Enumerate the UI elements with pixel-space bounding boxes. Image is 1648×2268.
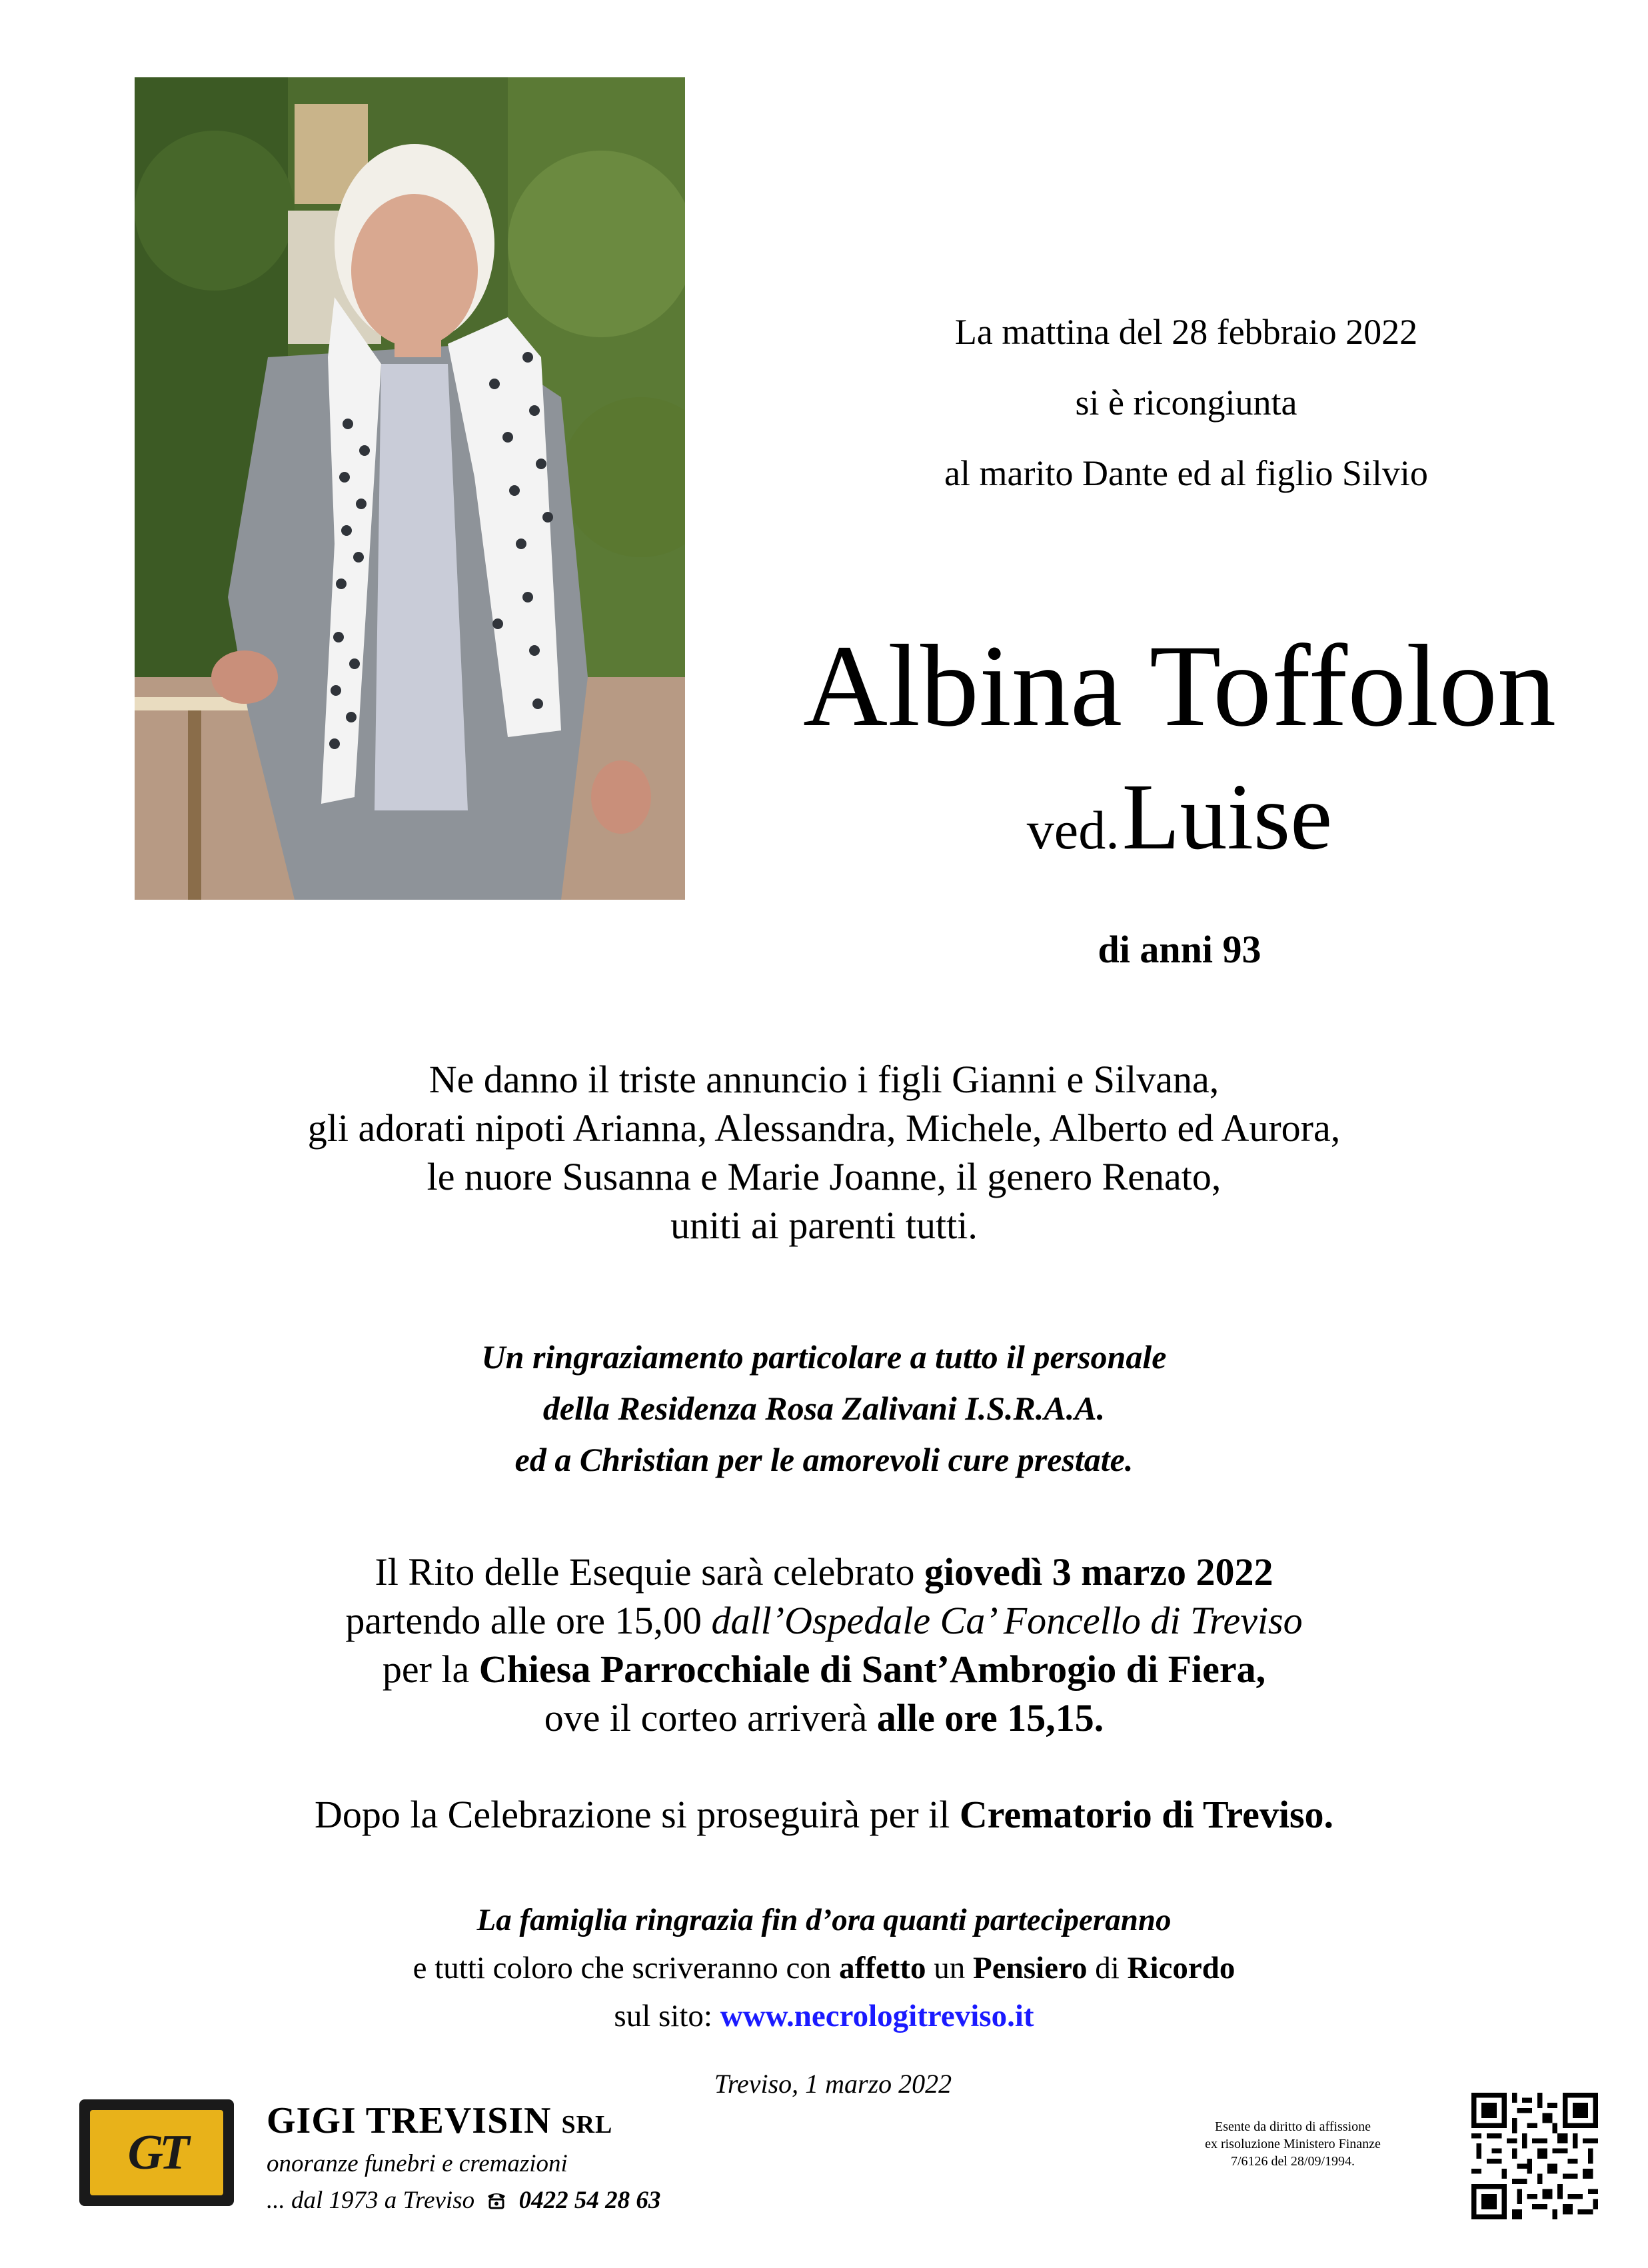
arrival-time: alle ore 15,15. xyxy=(876,1696,1104,1739)
exemption-note xyxy=(1193,2118,1393,2170)
funeral-line-2 xyxy=(93,1596,1555,1645)
intro-text xyxy=(773,297,1599,509)
family-word-ricordo: Ricordo xyxy=(1127,1951,1236,1985)
after-text: Dopo la Celebrazione si proseguirà per il xyxy=(314,1793,960,1836)
phone-icon xyxy=(486,2185,507,2222)
company-name: GIGI TREVISIN xyxy=(267,2100,552,2141)
family-word-pensiero: Pensiero xyxy=(973,1951,1088,1985)
married-name-line xyxy=(720,760,1639,902)
intro-line-1: La mattina del 28 febbraio 2022 xyxy=(954,312,1418,352)
company-since: ... dal 1973 a Treviso xyxy=(267,2187,475,2214)
company-phone[interactable]: 0422 54 28 63 xyxy=(518,2187,661,2214)
funeral-text: per la xyxy=(382,1648,479,1691)
exemption-line: ex risoluzione Ministero Finanze xyxy=(1205,2137,1381,2151)
intro-line-2: si è ricongiunta xyxy=(1075,383,1297,423)
family-text: un xyxy=(926,1951,974,1985)
age: di anni 93 xyxy=(1098,928,1261,971)
crematorium: Crematorio di Treviso. xyxy=(959,1793,1334,1836)
funeral-line-4 xyxy=(93,1694,1555,1742)
departure-place: dall’Ospedale Ca’ Foncello di Treviso xyxy=(711,1599,1303,1642)
logo-mark: GT xyxy=(127,2125,186,2180)
thanks-line: della Residenza Rosa Zalivani I.S.R.A.A. xyxy=(542,1390,1106,1427)
exemption-line: 7/6126 del 28/09/1994. xyxy=(1230,2154,1355,2169)
announcement-line: uniti ai parenti tutti. xyxy=(670,1204,978,1247)
ved-prefix: ved. xyxy=(1026,800,1120,860)
special-thanks xyxy=(120,1332,1528,1486)
after-celebration xyxy=(93,1788,1555,1841)
funeral-line-1 xyxy=(93,1548,1555,1596)
company-suffix: SRL xyxy=(561,2111,613,2139)
dateline: Treviso, 1 marzo 2022 xyxy=(714,2069,952,2099)
thanks-line: Un ringraziamento particolare a tutto il personale xyxy=(481,1338,1167,1376)
website-link[interactable]: www.necrologitreviso.it xyxy=(720,1999,1034,2033)
site-label: sul sito: xyxy=(614,1999,720,2033)
company-block xyxy=(267,2099,800,2222)
funeral-details xyxy=(93,1548,1555,1742)
announcement-line: Ne danno il triste annuncio i figli Gianni e Silvana, xyxy=(428,1058,1220,1101)
company-since-line xyxy=(267,2182,800,2222)
thanks-line: ed a Christian per le amorevoli cure prestate. xyxy=(514,1441,1134,1478)
company-subtitle: onoranze funebri e cremazioni xyxy=(267,2150,568,2177)
family-message xyxy=(120,1896,1528,2040)
qr-code[interactable] xyxy=(1471,2093,1598,2219)
family-text: di xyxy=(1087,1951,1128,1985)
funeral-date: giovedì 3 marzo 2022 xyxy=(924,1550,1273,1594)
company-name-line xyxy=(267,2099,800,2146)
logo-plate xyxy=(90,2110,223,2195)
funeral-text: partendo alle ore 15,00 xyxy=(345,1599,712,1642)
married-name: Luise xyxy=(1122,764,1333,869)
family-line-3 xyxy=(120,1992,1528,2040)
church-name: Chiesa Parrocchiale di Sant’Ambrogio di Fiera, xyxy=(478,1648,1266,1691)
family-line-2 xyxy=(120,1944,1528,1992)
funeral-text: ove il corteo arriverà xyxy=(544,1696,877,1739)
announcement-line: gli adorati nipoti Arianna, Alessandra, Michele, Alberto ed Aurora, xyxy=(307,1106,1341,1150)
deceased-name: Albina Toffolon xyxy=(803,621,1556,751)
funeral-line-3 xyxy=(93,1645,1555,1694)
announcement xyxy=(120,1055,1528,1250)
announcement-line: le nuore Susanna e Marie Joanne, il genero Renato, xyxy=(426,1155,1222,1198)
portrait-photo xyxy=(135,77,685,900)
family-text: e tutti coloro che scriveranno con xyxy=(412,1951,840,1985)
intro-line-3: al marito Dante ed al figlio Silvio xyxy=(944,453,1428,493)
exemption-line: Esente da diritto di affissione xyxy=(1214,2119,1371,2134)
funeral-text: Il Rito delle Esequie sarà celebrato xyxy=(375,1550,924,1594)
family-line-1: La famiglia ringrazia fin d’ora quanti parteciperanno xyxy=(476,1903,1172,1937)
family-word-affetto: affetto xyxy=(839,1951,926,1985)
company-logo xyxy=(79,2099,234,2206)
